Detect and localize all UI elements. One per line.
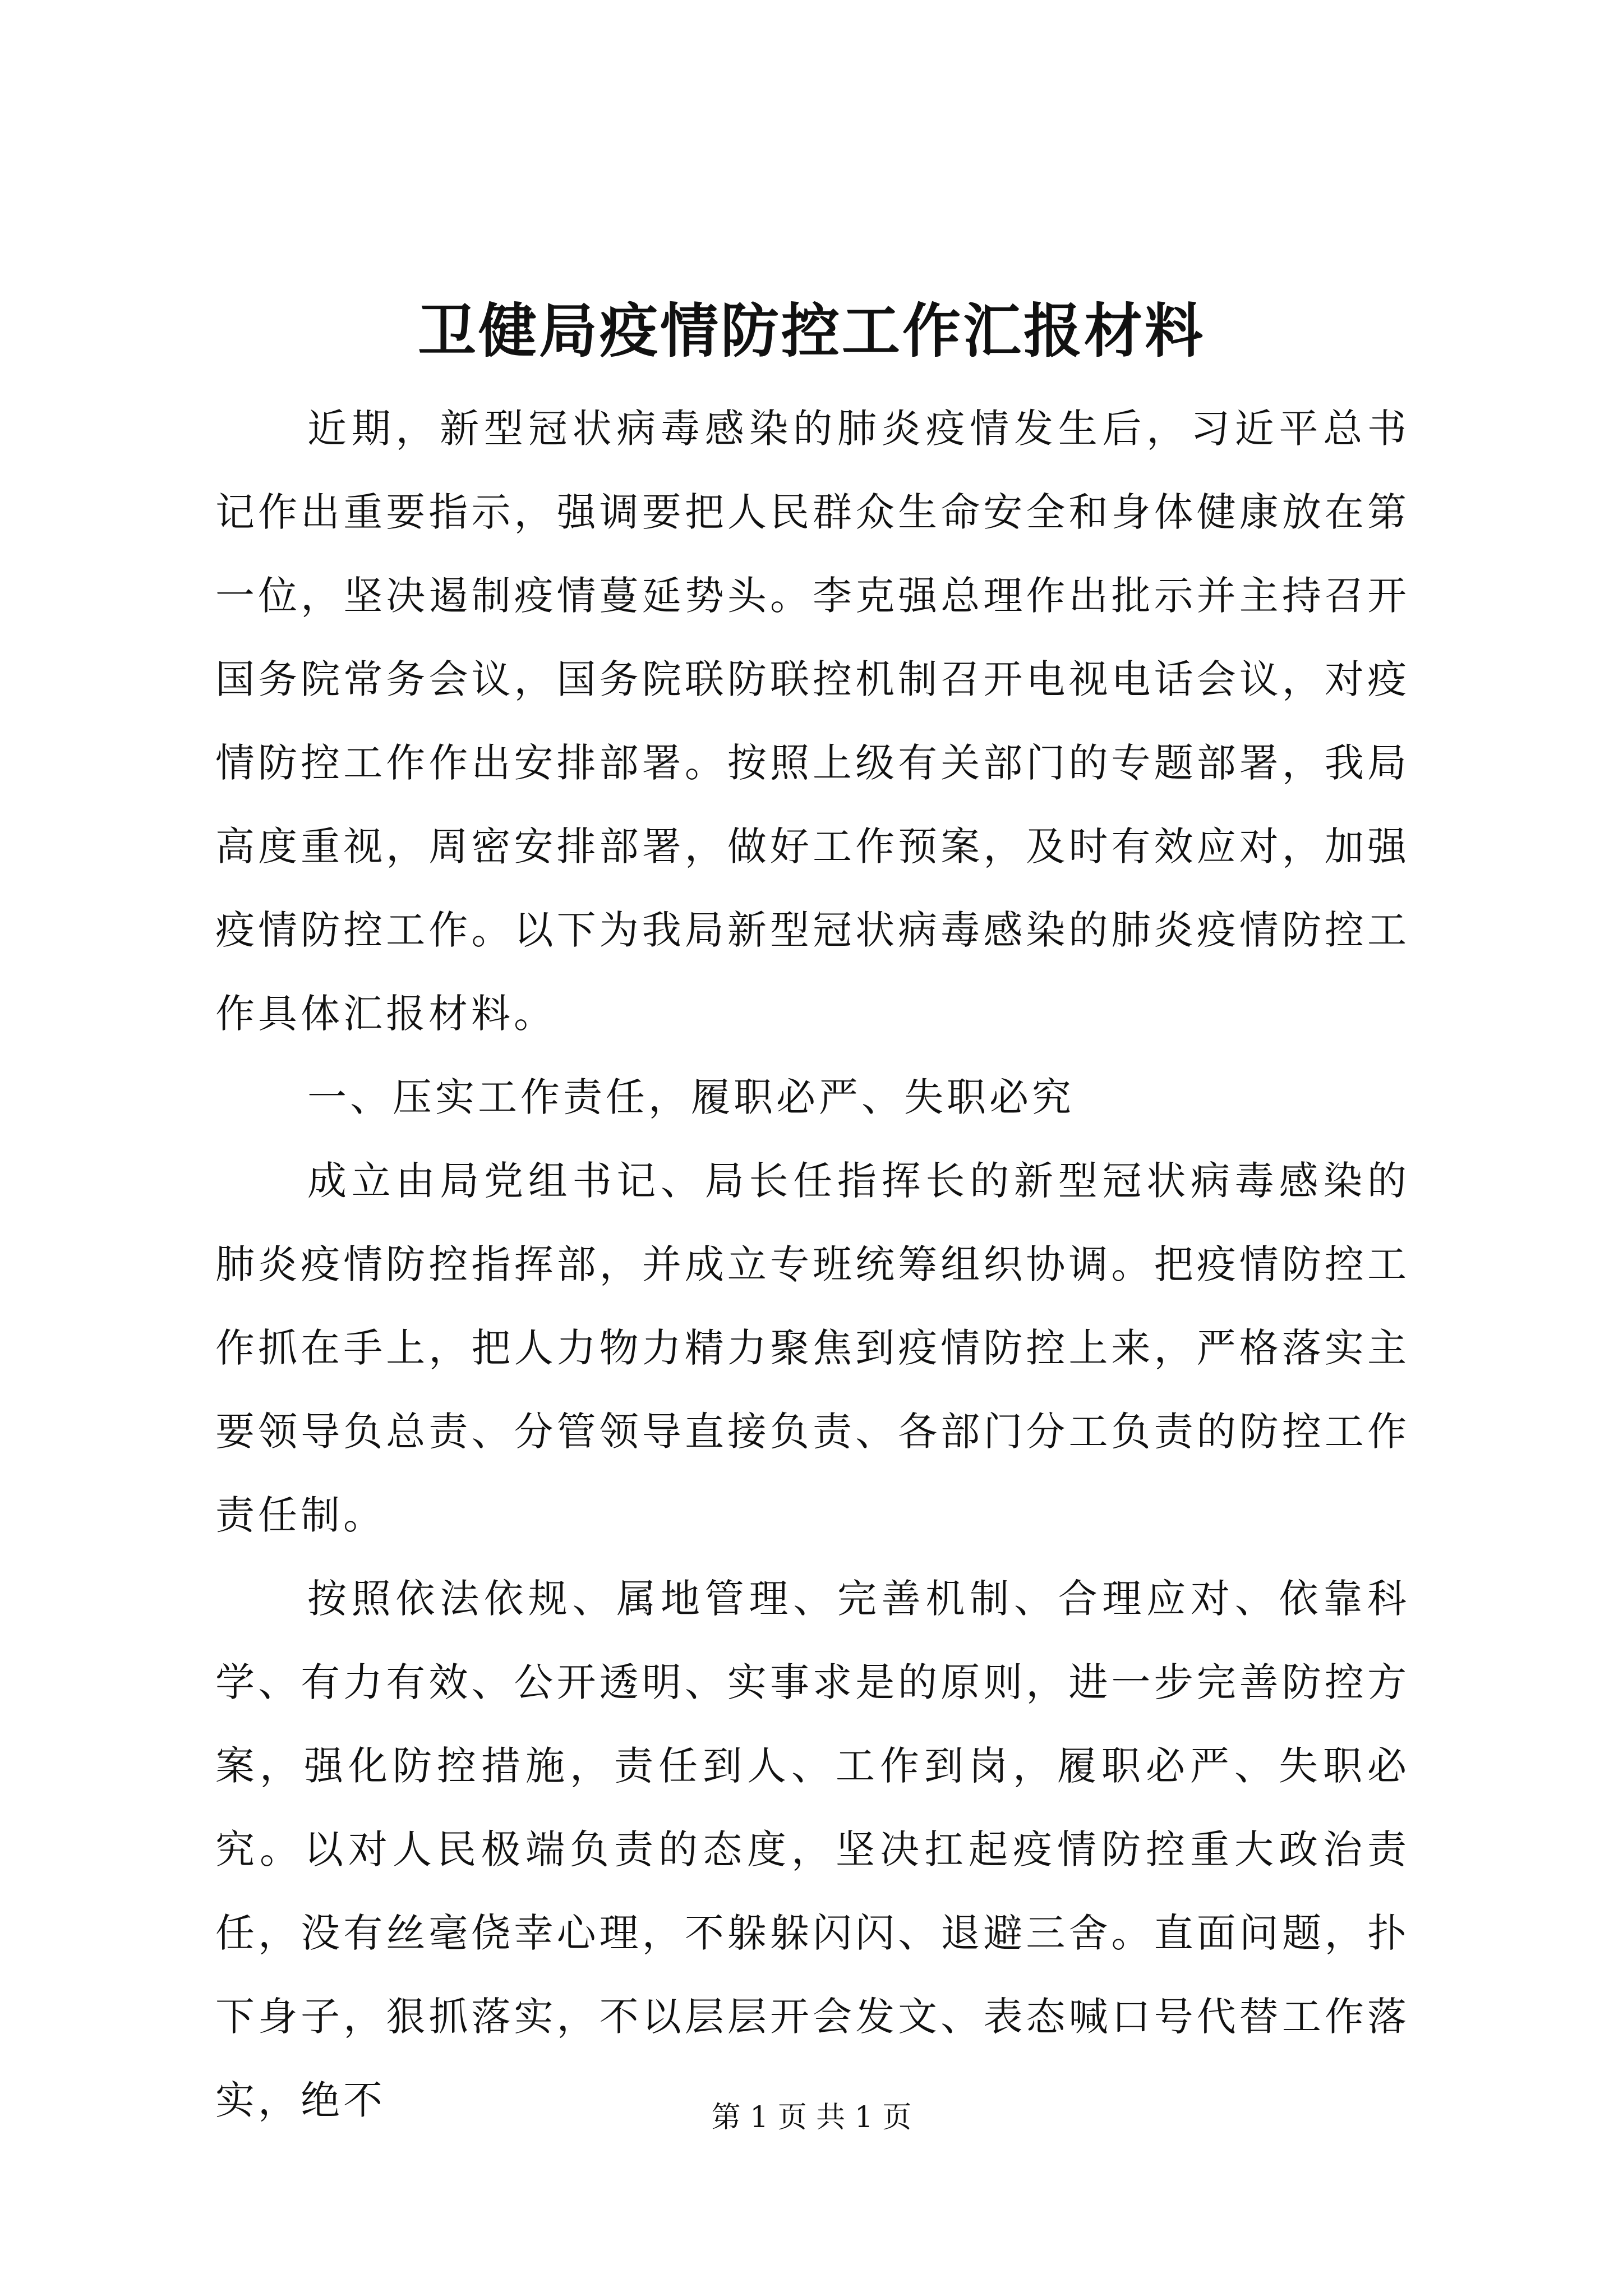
paragraph-principles: 按照依法依规、属地管理、完善机制、合理应对、依靠科学、有力有效、公开透明、实事求是的原则，进一步完善防控方案，强化防控措施，责任到人、工作到岗，履职必严、失职必究。以对人民极端负责的态度，坚决扛起疫情防控重大政治责任，没有丝毫侥幸心理，不躲躲闪闪、退避三舍。直面问题，扑下身子，狠抓落实，不以层层开会发文、表态喊口号代替工作落实，绝不: [215, 1576, 1410, 2123]
paragraph-command-setup: 成立由局党组书记、局长任指挥长的新型冠状病毒感染的肺炎疫情防控指挥部，并成立专班统筹组织协调。把疫情防控工作抓在手上，把人力物力精力聚焦到疫情防控上来，严格落实主要领导负总责、分管领导直接负责、各部门分工负责的防控工作责任制。: [215, 1158, 1410, 1538]
document-body: [215, 387, 1410, 2142]
page-number-footer: 第 1 页 共 1 页: [711, 2101, 912, 2134]
paragraph-intro: 近期，新型冠状病毒感染的肺炎疫情发生后，习近平总书记作出重要指示，强调要把人民群众生命安全和身体健康放在第一位，坚决遏制疫情蔓延势头。李克强总理作出批示并主持召开国务院常务会议，国务院联防联控机制召开电视电话会议，对疫情防控工作作出安排部署。按照上级有关部门的专题部署，我局高度重视，周密安排部署，做好工作预案，及时有效应对，加强疫情防控工作。以下为我局新型冠状病毒感染的肺炎疫情防控工作具体汇报材料。: [215, 406, 1410, 1037]
document-title: 卫健局疫情防控工作汇报材料: [417, 296, 1205, 365]
section-heading-1: 一、压实工作责任，履职必严、失职必究: [307, 1074, 1075, 1120]
